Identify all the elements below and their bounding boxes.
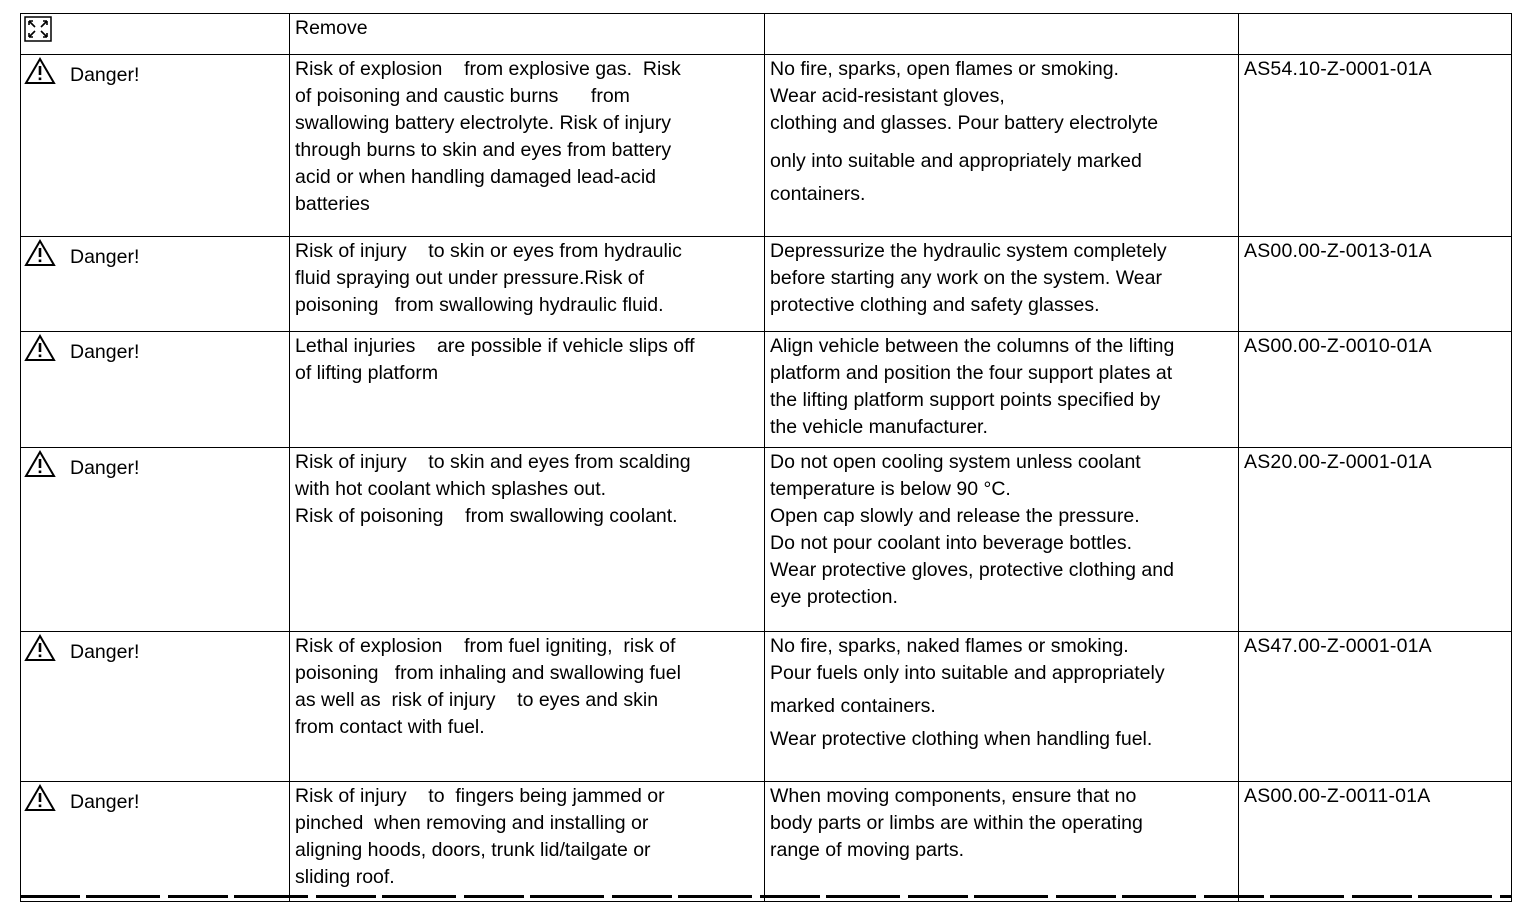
document-reference-link[interactable]: AS47.00-Z-0001-01A <box>1244 635 1432 657</box>
measure-text-line: containers. <box>770 183 866 205</box>
measure-text-line: Do not pour coolant into beverage bottles. <box>770 532 1133 554</box>
risk-text-line: swallowing battery electrolyte. Risk of injury <box>295 112 672 134</box>
table-row <box>21 332 1512 448</box>
reference-cell <box>1239 55 1512 237</box>
risk-text-line: of poisoning and caustic burns from <box>295 85 630 107</box>
measure-text-line: Open cap slowly and release the pressure. <box>770 505 1140 527</box>
reference-cell <box>1239 448 1512 632</box>
measure-text-line: before starting any work on the system. Wear <box>770 267 1162 289</box>
measure-text-line: body parts or limbs are within the operating <box>770 812 1143 834</box>
measure-text-line: Wear protective clothing when handling fuel. <box>770 728 1153 750</box>
risk-cell <box>290 782 765 902</box>
table-header-row <box>21 14 1512 55</box>
table-row <box>21 448 1512 632</box>
risk-text-line: Risk of explosion from fuel igniting, risk of <box>295 635 676 657</box>
warning-label: Danger! <box>70 791 140 813</box>
risk-cell <box>290 632 765 782</box>
risk-cell <box>290 55 765 237</box>
risk-text-line: as well as risk of injury to eyes and skin <box>295 689 659 711</box>
warning-triangle-icon <box>24 334 56 362</box>
measure-cell <box>765 632 1239 782</box>
expand-icon[interactable] <box>24 16 52 42</box>
risk-text-line: with hot coolant which splashes out. <box>295 478 607 500</box>
warning-label-group <box>24 56 283 89</box>
measure-text-line: temperature is below 90 °C. <box>770 478 1011 500</box>
header-empty-cell-4 <box>1239 14 1512 55</box>
reference-cell <box>1239 632 1512 782</box>
header-icon-cell <box>21 14 290 55</box>
measure-text-line: platform and position the four support plates at <box>770 362 1173 384</box>
measure-text-line: Do not open cooling system unless coolant <box>770 451 1141 473</box>
risk-text-line: aligning hoods, doors, trunk lid/tailgate or <box>295 839 651 861</box>
risk-text-line: pinched when removing and installing or <box>295 812 649 834</box>
risk-text-line: Risk of injury to skin and eyes from scalding <box>295 451 691 473</box>
document-reference-link[interactable]: AS20.00-Z-0001-01A <box>1244 451 1432 473</box>
measure-text-line: marked containers. <box>770 695 936 717</box>
warning-label: Danger! <box>70 341 140 363</box>
risk-text-line: poisoning from swallowing hydraulic fluid. <box>295 294 664 316</box>
header-title-cell <box>290 14 765 55</box>
measure-text-line: When moving components, ensure that no <box>770 785 1137 807</box>
measure-text-line: the lifting platform support points specified by <box>770 389 1161 411</box>
warning-cell <box>21 782 290 902</box>
measure-cell <box>765 332 1239 448</box>
warning-cell <box>21 448 290 632</box>
table-row <box>21 782 1512 902</box>
warning-label-group <box>24 783 283 816</box>
risk-cell <box>290 332 765 448</box>
measure-text-line: clothing and glasses. Pour battery electrolyte <box>770 112 1159 134</box>
measure-cell <box>765 448 1239 632</box>
measure-text-line: Align vehicle between the columns of the lifting <box>770 335 1175 357</box>
reference-cell <box>1239 782 1512 902</box>
measure-cell <box>765 782 1239 902</box>
table-row <box>21 55 1512 237</box>
header-title: Remove <box>295 17 368 39</box>
risk-text-line: Risk of poisoning from swallowing coolant. <box>295 505 678 527</box>
reference-cell <box>1239 332 1512 448</box>
warning-triangle-icon <box>24 239 56 267</box>
warning-label: Danger! <box>70 641 140 663</box>
measure-text-line: No fire, sparks, open flames or smoking. <box>770 58 1119 80</box>
page-cut-edge <box>20 895 1511 898</box>
measure-text-line: Wear acid-resistant gloves, <box>770 85 1005 107</box>
warning-label-group <box>24 633 283 666</box>
risk-text-line: from contact with fuel. <box>295 716 485 738</box>
measure-text-line: eye protection. <box>770 586 898 608</box>
document-reference-link[interactable]: AS54.10-Z-0001-01A <box>1244 58 1432 80</box>
safety-table <box>20 13 1512 902</box>
risk-text-line: acid or when handling damaged lead-acid <box>295 166 656 188</box>
risk-text-line: batteries <box>295 193 370 215</box>
table-row <box>21 632 1512 782</box>
warning-label-group <box>24 449 283 482</box>
warning-label: Danger! <box>70 64 140 86</box>
warning-cell <box>21 55 290 237</box>
risk-text-line: Risk of injury to skin or eyes from hydraulic <box>295 240 682 262</box>
warning-triangle-icon <box>24 57 56 85</box>
reference-cell <box>1239 237 1512 332</box>
measure-text-line: protective clothing and safety glasses. <box>770 294 1100 316</box>
header-empty-cell-3 <box>765 14 1239 55</box>
measure-text-line: range of moving parts. <box>770 839 965 861</box>
table-row <box>21 237 1512 332</box>
document-reference-link[interactable]: AS00.00-Z-0013-01A <box>1244 240 1432 262</box>
measure-text-line: No fire, sparks, naked flames or smoking. <box>770 635 1129 657</box>
risk-text-line: poisoning from inhaling and swallowing fuel <box>295 662 681 684</box>
measure-text-line: only into suitable and appropriately marked <box>770 150 1142 172</box>
risk-text-line: Lethal injuries are possible if vehicle slips off <box>295 335 695 357</box>
measure-cell <box>765 55 1239 237</box>
risk-cell <box>290 448 765 632</box>
warning-triangle-icon <box>24 634 56 662</box>
risk-cell <box>290 237 765 332</box>
warning-cell <box>21 237 290 332</box>
measure-text-line: Pour fuels only into suitable and appropriately <box>770 662 1165 684</box>
risk-text-line: fluid spraying out under pressure.Risk of <box>295 267 645 289</box>
risk-text-line: of lifting platform <box>295 362 439 384</box>
measure-text-line: Depressurize the hydraulic system completely <box>770 240 1167 262</box>
risk-text-line: Risk of injury to fingers being jammed or <box>295 785 665 807</box>
warning-cell <box>21 332 290 448</box>
warning-cell <box>21 632 290 782</box>
warning-label: Danger! <box>70 246 140 268</box>
document-reference-link[interactable]: AS00.00-Z-0010-01A <box>1244 335 1432 357</box>
measure-cell <box>765 237 1239 332</box>
risk-text-line: through burns to skin and eyes from battery <box>295 139 672 161</box>
warning-label: Danger! <box>70 457 140 479</box>
warning-label-group <box>24 238 283 271</box>
warning-triangle-icon <box>24 450 56 478</box>
risk-text-line: Risk of explosion from explosive gas. Risk <box>295 58 681 80</box>
document-reference-link[interactable]: AS00.00-Z-0011-01A <box>1244 785 1431 807</box>
warning-triangle-icon <box>24 784 56 812</box>
warning-label-group <box>24 333 283 366</box>
measure-text-line: the vehicle manufacturer. <box>770 416 988 438</box>
measure-text-line: Wear protective gloves, protective clothing and <box>770 559 1174 581</box>
risk-text-line: sliding roof. <box>295 866 395 888</box>
